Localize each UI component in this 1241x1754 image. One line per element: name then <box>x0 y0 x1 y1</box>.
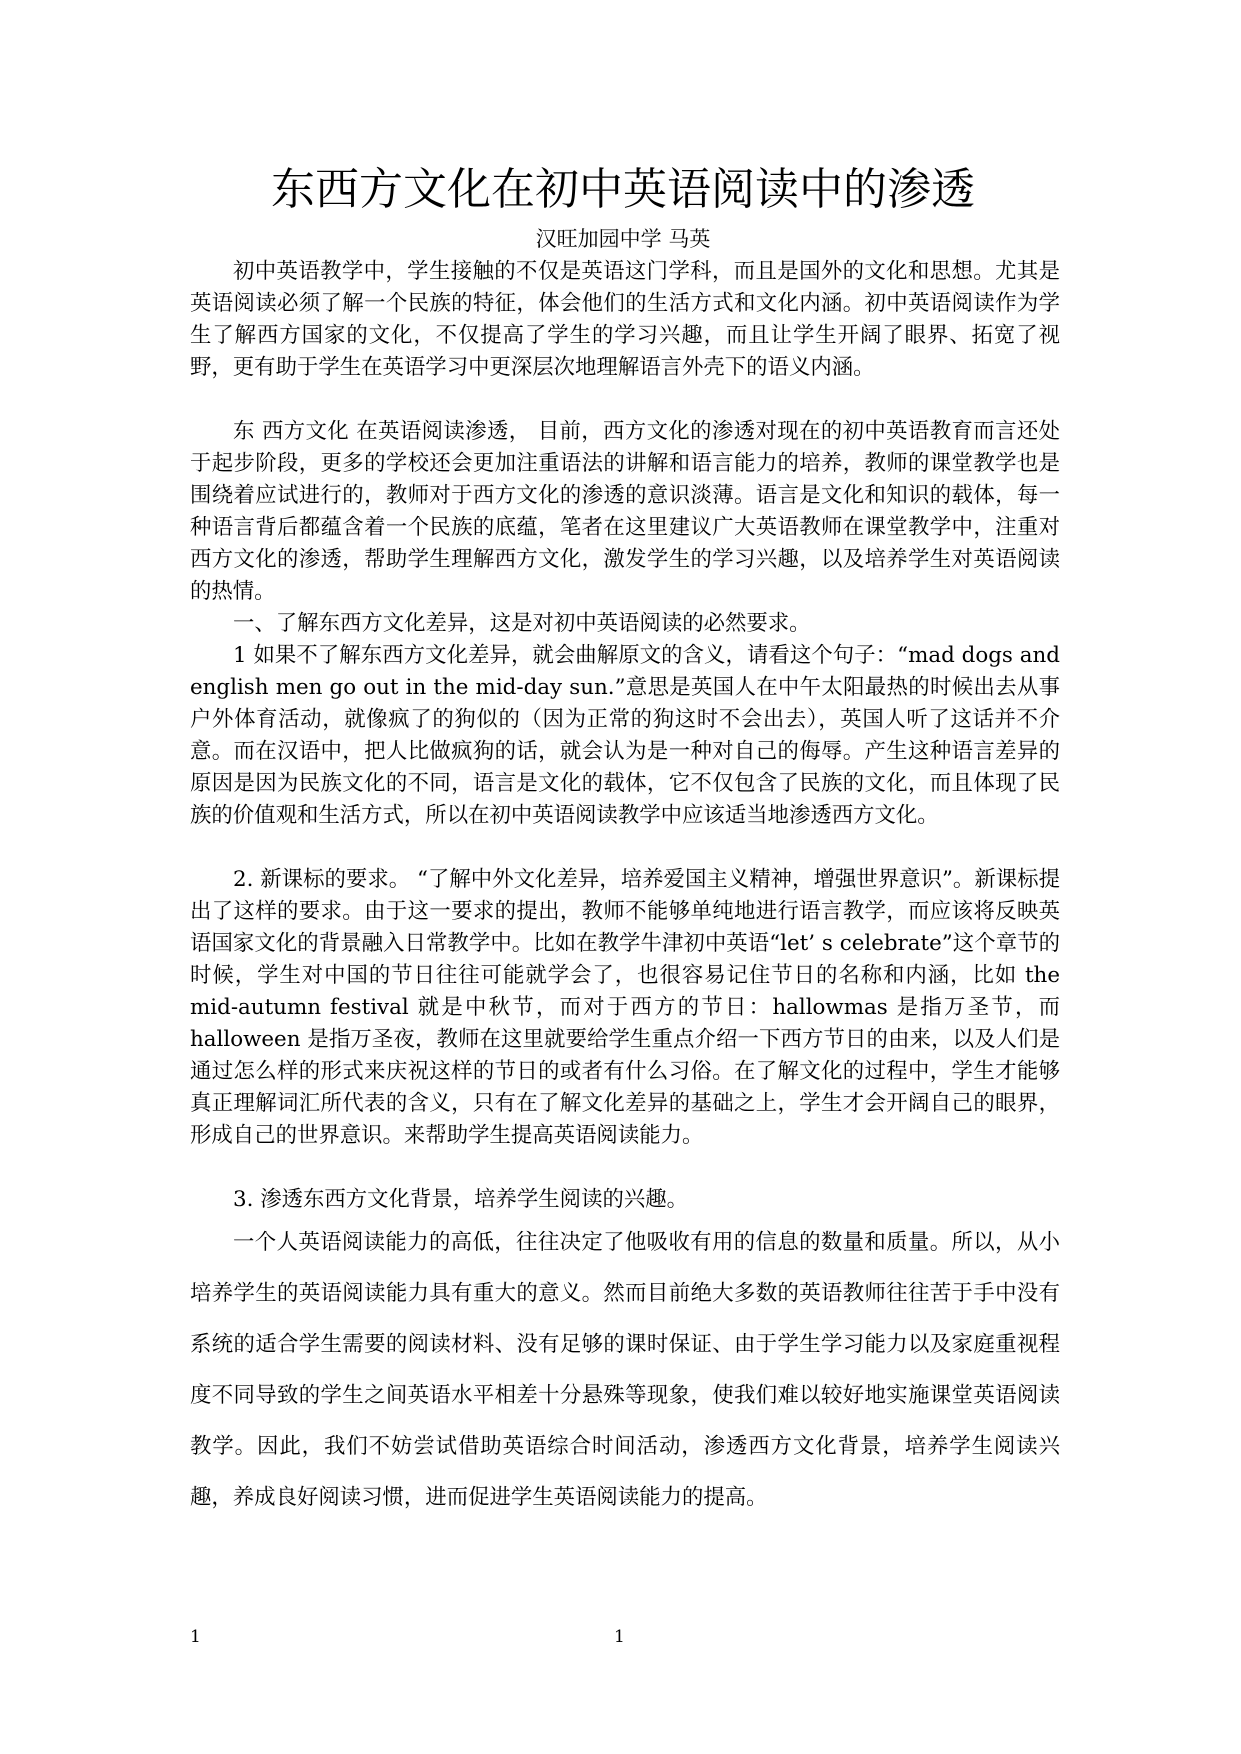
document-title: 东西方文化在初中英语阅读中的渗透 <box>271 164 975 215</box>
paragraph-intro: 初中英语教学中，学生接触的不仅是英语这门学科，而且是国外的文化和思想。尤其是英语阅读必须了解一个民族的特征，体会他们的生活方式和文化内涵。初中英语阅读作为学生了解西方国家的文化，不仅提高了学生的学习兴趣，而且让学生开阔了眼界、拓宽了视野，更有助于学生在英语学习中更深层次地理解语言外壳下的语义内涵。 <box>190 259 1060 380</box>
paragraph-reading-ability: 一个人英语阅读能力的高低，往往决定了他吸收有用的信息的数量和质量。所以，从小培养学生的英语阅读能力具有重大的意义。然而目前绝大多数的英语教师往往苦于手中没有系统的适合学生需要的阅读材料、没有足够的课时保证、由于学生学习能力以及家庭重视程度不同导致的学生之间英语水平相差十分悬殊等现象，使我们难以较好地实施课堂英语阅读教学。因此，我们不妨尝试借助英语综合时间活动，渗透西方文化背景，培养学生阅读兴趣，养成良好阅读习惯，进而促进学生英语阅读能力的提高。 <box>190 1230 1060 1510</box>
document-author: 汉旺加园中学 马英 <box>535 227 711 251</box>
paragraph-point-2: 2. 新课标的要求。 “了解中外文化差异，培养爱国主义精神，增强世界意识”。新课标提出了这样的要求。由于这一要求的提出，教师不能够单纯地进行语言教学，而应该将反映英语国家文化的背景融入日常教学中。比如在教学牛津初中英语“let’ s celebrate”这个章节的时候，学生对中国的节日往往可能就学会了，也很容易记住节日的名称和内涵，比如 the mid-autumn festival 就是中秋节，而对于西方的节日：hallowmas 是指万圣节，而 halloween 是指万圣夜，教师在这里就要给学生重点介绍一下西方节日的由来，以及人们是通过怎么样的形式来庆祝这样的节日的或者有什么习俗。在了解文化的过程中，学生才能够真正理解词汇所代表的含义，只有在了解文化差异的基础之上，学生才会开阔自己的眼界，形成自己的世界意识。来帮助学生提高英语阅读能力。 <box>190 867 1060 1148</box>
section-heading-3: 3. 渗透东西方文化背景，培养学生阅读的兴趣。 <box>233 1187 689 1212</box>
section-heading-1: 一、了解东西方文化差异，这是对初中英语阅读的必然要求。 <box>233 611 811 636</box>
footer-page-number-center: 1 <box>614 1627 625 1647</box>
footer-page-number-left: 1 <box>190 1627 201 1647</box>
paragraph-point-1: 1 如果不了解东西方文化差异，就会曲解原文的含义，请看这个句子：“mad dogs and english men go out in the mid-day sun.”意思是英国人在中午太阳最热的时候出去从事户外体育活动，就像疯了的狗似的（因为正常的狗这时不会出去），英国人听了这话并不介意。而在汉语中，把人比做疯狗的话，就会认为是一种对自己的侮辱。产生这种语言差异的原因是因为民族文化的不同，语言是文化的载体，它不仅包含了民族的文化，而且体现了民族的价值观和生活方式，所以在初中英语阅读教学中应该适当地渗透西方文化。 <box>190 643 1060 828</box>
paragraph-culture-infiltration: 东 西方文化 在英语阅读渗透， 目前，西方文化的渗透对现在的初中英语教育而言还处于起步阶段，更多的学校还会更加注重语法的讲解和语言能力的培养，教师的课堂教学也是围绕着应试进行的，教师对于西方文化的渗透的意识淡薄。语言是文化和知识的载体，每一种语言背后都蕴含着一个民族的底蕴，笔者在这里建议广大英语教师在课堂教学中，注重对西方文化的渗透，帮助学生理解西方文化，激发学生的学习兴趣，以及培养学生对英语阅读的热情。 <box>190 419 1060 604</box>
